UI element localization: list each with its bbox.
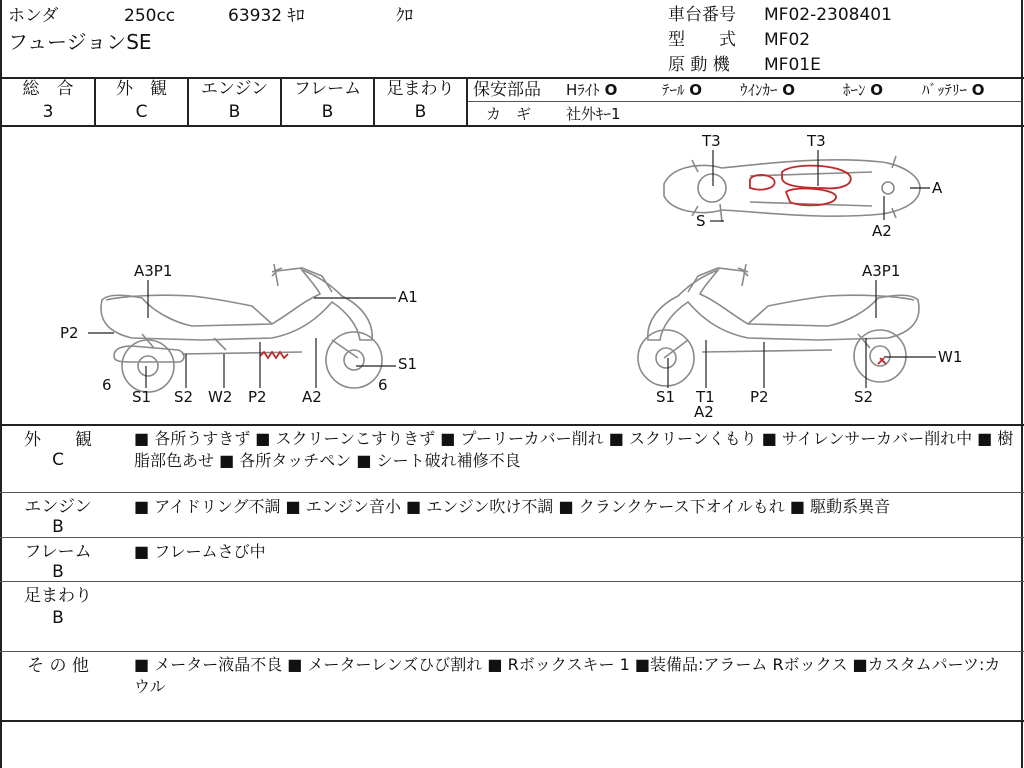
label-p2-bottom: P2 xyxy=(248,388,267,406)
top-view-labels xyxy=(696,132,943,240)
type-label: 型 式 xyxy=(668,30,736,50)
label-6-right: 6 xyxy=(378,376,388,394)
note-frame-label: フレーム xyxy=(24,542,92,562)
left-view-scooter xyxy=(101,264,382,392)
top-view-damage-marks xyxy=(750,166,851,206)
grade-overall-value: 3 xyxy=(42,102,54,122)
label-p2-left: P2 xyxy=(60,324,79,342)
divider-note-5 xyxy=(0,720,1024,722)
note-exterior-label: 外 観 xyxy=(24,430,92,450)
tail-ok-mark: O xyxy=(689,81,703,99)
frame-no: MF02-2308401 xyxy=(764,5,892,25)
grade-engine-label: エンジン xyxy=(200,79,269,99)
label-a1-left: A1 xyxy=(398,288,418,306)
divider-note-1 xyxy=(0,492,1024,493)
right-view-damage-mark xyxy=(878,358,886,364)
mileage: 63932 ｷﾛ xyxy=(228,6,305,26)
safety-horn: ﾎｰﾝ O xyxy=(843,81,884,99)
note-suspension-grade: B xyxy=(52,608,64,628)
engine-value: MF01E xyxy=(764,55,821,75)
divider-note-2 xyxy=(0,537,1024,538)
model-name: フュージョンSE xyxy=(8,30,152,54)
divider-note-3 xyxy=(0,581,1024,582)
note-other-label: そ の 他 xyxy=(27,656,89,676)
label-p2-rightview: P2 xyxy=(750,388,769,406)
safety-battery: ﾊﾞｯﾃﾘｰ O xyxy=(922,81,985,99)
label-t3-right: T3 xyxy=(807,132,826,150)
note-suspension-label: 足まわり xyxy=(24,586,92,606)
label-t1: T1 xyxy=(696,388,715,406)
label-w2-left: W2 xyxy=(208,388,233,406)
right-view-labels xyxy=(656,262,962,421)
grade-engine-value: B xyxy=(228,102,241,122)
label-s1-right: S1 xyxy=(398,355,418,373)
safety-winker: ｳｲﾝｶｰ O xyxy=(740,81,796,99)
label-s1-left: S1 xyxy=(132,388,152,406)
note-exterior-grade: C xyxy=(52,450,64,470)
engine-label: 原 動 機 xyxy=(668,55,730,75)
divider-safety xyxy=(466,101,1022,102)
note-frame-text: ■ フレームさび中 xyxy=(134,542,266,561)
note-frame-grade: B xyxy=(52,562,64,582)
maker: ホンダ xyxy=(8,6,59,26)
grade-sep-5 xyxy=(466,77,468,125)
frame-no-label: 車台番号 xyxy=(668,5,736,25)
type-value: MF02 xyxy=(764,30,811,50)
note-other-text: ■ メーター液晶不良 ■ メーターレンズひび割れ ■ Rボックスキー 1 ■装備品:アラーム Rボックス ■カスタムパーツ:カウル xyxy=(134,655,1001,696)
horn-ok-mark: O xyxy=(870,81,884,99)
label-a: A xyxy=(932,179,943,197)
label-a2-top: A2 xyxy=(872,222,892,240)
safety-headlight: Hﾗｲﾄ O xyxy=(566,81,618,99)
grade-exterior-label: 外 観 xyxy=(116,79,167,99)
grade-exterior-value: C xyxy=(135,102,148,122)
note-engine-label: エンジン xyxy=(24,497,92,517)
grade-suspension-label: 足まわり xyxy=(386,79,455,99)
safety-label: 保安部品 xyxy=(473,80,541,100)
label-s2-rightview: S2 xyxy=(854,388,874,406)
grade-frame-value: B xyxy=(321,102,334,122)
label-a2-rightview: A2 xyxy=(694,403,714,421)
grade-frame-label: フレーム xyxy=(293,79,362,99)
divider-note-4 xyxy=(0,651,1024,652)
right-view-scooter xyxy=(638,264,919,386)
note-exterior-text: ■ 各所うすきず ■ スクリーンこすりきず ■ プーリーカバー削れ ■ スクリーンくもり ■ サイレンサーカバー削れ中 ■ 樹脂部色あせ ■ 各所タッチペン ■ シート破れ補修不良 xyxy=(134,429,1014,470)
label-a3p1-right: A3P1 xyxy=(862,262,901,280)
label-s: S xyxy=(696,212,706,230)
label-6-left: 6 xyxy=(102,376,112,394)
label-s1-rightview: S1 xyxy=(656,388,676,406)
grade-overall-label: 総 合 xyxy=(22,79,74,99)
note-engine-grade: B xyxy=(52,517,64,537)
label-a3p1-left: A3P1 xyxy=(134,262,173,280)
label-w1: W1 xyxy=(938,348,963,366)
grade-suspension-value: B xyxy=(414,102,427,122)
label-a2-left: A2 xyxy=(302,388,322,406)
label-s2-left: S2 xyxy=(174,388,194,406)
winker-ok-mark: O xyxy=(782,81,796,99)
displacement: 250cc xyxy=(124,6,176,26)
frame-right xyxy=(1021,0,1023,768)
key-value: 社外ｷｰ1 xyxy=(566,105,621,123)
battery-ok-mark: O xyxy=(971,81,985,99)
color: ｸﾛ xyxy=(396,6,413,26)
key-label: カ ギ xyxy=(486,105,532,123)
note-engine-text: ■ アイドリング不調 ■ エンジン音小 ■ エンジン吹け不調 ■ クランクケース下オイルもれ ■ 駆動系異音 xyxy=(134,497,891,516)
label-t3-left: T3 xyxy=(702,132,721,150)
safety-tail: ﾃｰﾙ O xyxy=(662,81,703,99)
damage-diagram xyxy=(2,126,1020,423)
divider-diagram xyxy=(0,424,1024,426)
headlight-ok-mark: O xyxy=(604,81,618,99)
